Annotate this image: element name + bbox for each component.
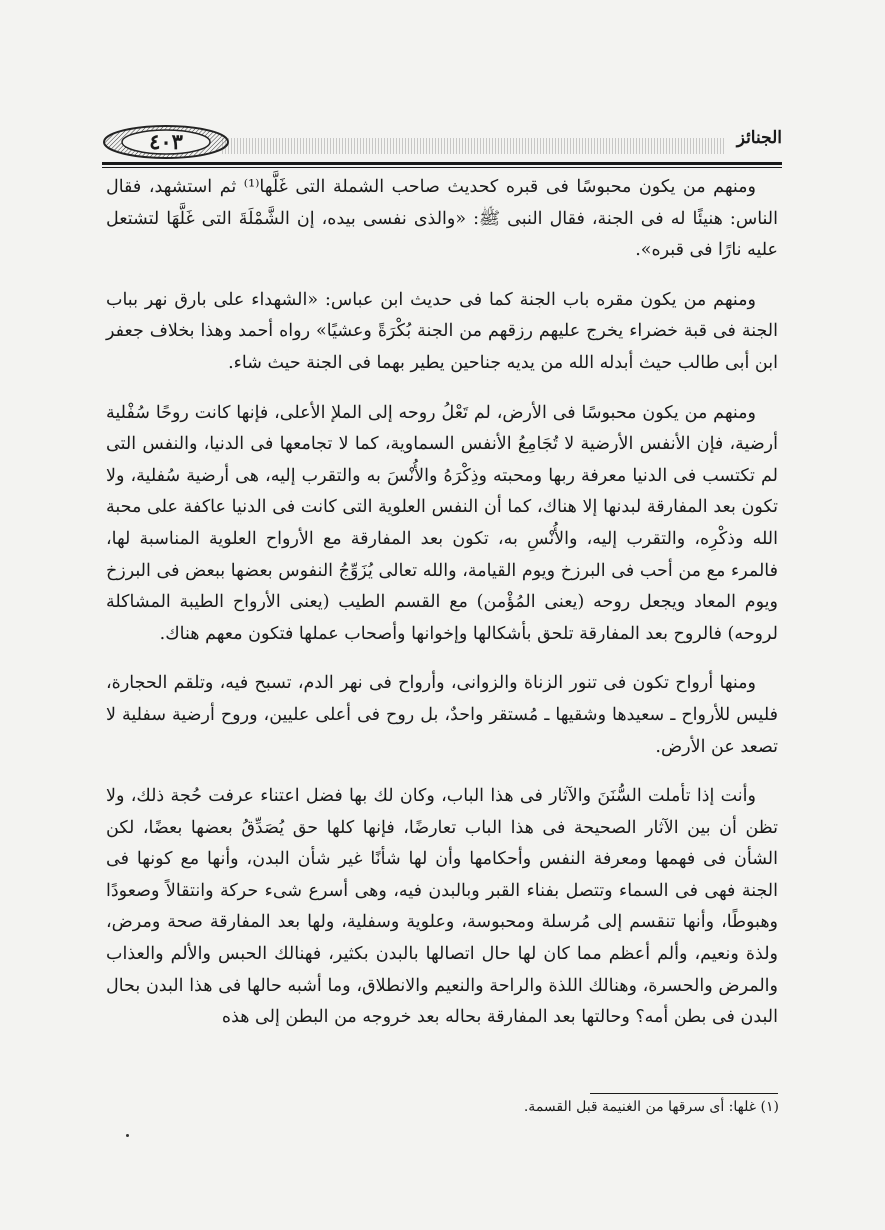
header-divider-thin [102, 167, 782, 168]
header-divider [102, 162, 782, 165]
paragraph: ومنهم من يكون محبوسًا فى الأرض، لم تَعْلُ روحه إلى الملإ الأعلى، فإنها كانت روحًا سُفْلية أرضية، فإن الأنفس الأرضية لا تُجَامِعُ الأنفس السماوية، كما لا تجامعها فى الدنيا، والنفس التى لم تكتسب فى الدنيا معرفة ربها ومحبته وذِكْرَهُ والأُنْسَ به والتقرب إليه، هى أرضية سُفلية، ولا تكون بعد المفارقة لبدنها إلا هناك، كما أن النفس العلوية التى كانت فى الدنيا عاكفة على محبة الله وذكْرِه، والتقرب إليه، والأُنْسِ به، تكون بعد المفارقة مع الأرواح العلوية المناسبة لها، فالمرء مع من أحب فى البرزخ ويوم القيامة، والله تعالى يُزَوِّجُ النفوس بعضها ببعض فى البرزخ ويوم المعاد ويجعل روحه (يعنى المُؤْمن) مع القسم الطيب (يعنى الأرواح الطيبة المشاكلة لروحه) فالروح بعد المفارقة تلحق بأشكالها وإخوانها وأصحاب عملها فتكون معهم هناك. [106, 402, 778, 644]
page-number-badge [102, 124, 230, 160]
paragraph: ومنهم من يكون محبوسًا فى قبره كحديث صاحب الشملة التى غَلَّها⁽¹⁾ ثم استشهد، فقال الناس: هنيئًا له فى الجنة، فقال النبى ﷺ: «والذى نفسى بيده، إن الشَّمْلَةَ التى غَلَّهَا لتشتعل عليه نارًا فى قبره». [106, 177, 778, 261]
running-title: الجنائز [736, 128, 782, 148]
main-text [106, 172, 778, 1052]
header-decorative-rule [222, 138, 724, 154]
paragraph: ومنها أرواح تكون فى تنور الزناة والزوانى، وأرواح فى نهر الدم، تسبح فيه، وتلقم الحجارة، فليس للأرواح ـ سعيدها وشقيها ـ مُستقر واحدٌ، بل روح فى أعلى عليين، وروح أرضية سفلية لا تصعد عن الأرض. [106, 673, 778, 757]
footnote: (١) غلها: أى سرقها من الغنيمة قبل القسمة. [523, 1099, 779, 1115]
page-header [102, 118, 782, 166]
scan-speck [126, 1134, 129, 1137]
paragraph: ومنهم من يكون مقره باب الجنة كما فى حديث ابن عباس: «الشهداء على بارق نهر بباب الجنة فى قبة خضراء يخرج عليهم رزقهم من الجنة بُكْرَةً وعشيًا» رواه أحمد وهذا بخلاف جعفر ابن أبى طالب حيث أبدله الله من يديه جناحين يطير بهما فى الجنة حيث شاء. [106, 289, 778, 373]
page-number: ٤٠٣ [149, 129, 183, 154]
paragraph: وأنت إذا تأملت السُّنَنَ والآثار فى هذا الباب، وكان لك بها فضل اعتناء عرفت حُجة ذلك، ولا تظن أن بين الآثار الصحيحة فى هذا الباب تعارضًا، فإنها كلها حق يُصَدِّقُ بعضها بعضًا، لكن الشأن فى فهمها ومعرفة النفس وأحكامها وأن لها شأنًا غير شأن البدن، وأنها مع كونها فى الجنة فهى فى السماء وتتصل بفناء القبر وبالبدن فيه، وهى أسرع شىء حركة وانتقالاً وصعودًا وهبوطًا، وأنها تنقسم إلى مُرسلة ومحبوسة، وعلوية وسفلية، ولها بعد المفارقة صحة ومرض، ولذة ونعيم، وألم أعظم مما كان لها حال اتصالها بالبدن بكثير، فهنالك الحبس والألم والعذاب والمرض والحسرة، وهنالك اللذة والراحة والنعيم والانطلاق، وما أشبه حالها فى هذا البدن بحال البدن فى بطن أمه؟ وحالتها بعد المفارقة بحاله بعد خروجه من البطن إلى هذه [106, 786, 778, 1028]
footnote-separator [590, 1093, 778, 1094]
